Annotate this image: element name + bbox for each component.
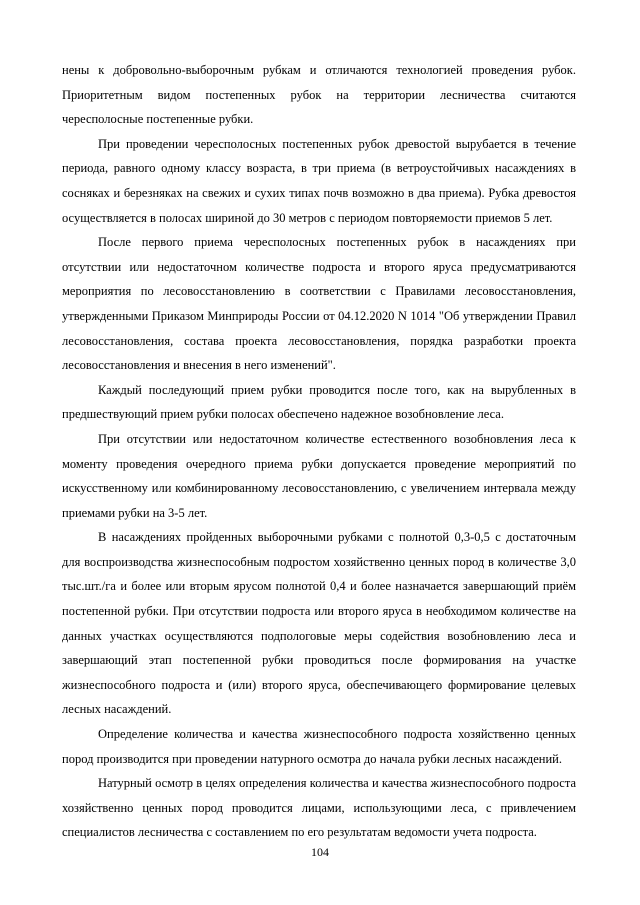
paragraph-natural-regeneration: При отсутствии или недостаточном количестве естественного возобновления леса к моменту проведения очередного приема рубки допускается проведение мероприятий по искусственному или комбинированному лесовосстановлению, с увеличением интервала между приемами рубки на 3-5 лет. [62, 431, 576, 520]
page-number: 104 [311, 845, 329, 859]
paragraph-reforestation-rules: После первого приема чересполосных постепенных рубок в насаждениях при отсутствии или недостаточном количестве подроста и второго яруса предусматриваются мероприятия по лесовосстановлению в соответствии с Правилами лесовосстановления, утвержденными Приказом Минприроды России от 04.12.2020 N 1014 "Об утверждении Правил лесовосстановления, состава проекта лесовосстановления, порядка разработки проекта лесовосстановления и внесения в него изменений". [62, 235, 576, 373]
paragraph-subsequent-cutting: Каждый последующий прием рубки проводится после того, как на вырубленных в предшествующий прием рубки полосах обеспечено надежное возобновление леса. [62, 382, 576, 422]
paragraph-undergrowth-assessment: Определение количества и качества жизнеспособного подроста хозяйственно ценных пород производится при проведении натурного осмотра до начала рубки лесных насаждений. [62, 727, 576, 766]
document-page [62, 58, 576, 845]
paragraph-strip-cutting: При проведении чересполосных постепенных рубок древостой вырубается в течение периода, равного одному классу возраста, в три приема (в ветроустойчивых насаждениях в сосняках и березняках на свежих и сухих типах почв возможно в два приема). Рубка древостоя осуществляется в полосах шириной до 30 метров с периодом повторяемости приемов 5 лет. [62, 136, 576, 225]
paragraph-field-inspection: Натурный осмотр в целях определения количества и качества жизнеспособного подроста хозяйственно ценных пород проводится лицами, использующими леса, с привлечением специалистов лесничества с составлением по его результатам ведомости учета подроста. [62, 776, 576, 840]
paragraph-continuation: нены к добровольно-выборочным рубкам и отличаются технологией проведения рубок. Приоритетным видом постепенных рубок на территории лесничества считаются чересполосные постепенные рубки. [62, 63, 576, 127]
paragraph-selective-stands: В насаждениях пройденных выборочными рубками с полнотой 0,3-0,5 с достаточным для воспроизводства жизнеспособным подростом хозяйственно ценных пород в количестве 3,0 тыс.шт./га и более или вторым ярусом полнотой 0,4 и более назначается завершающий приём постепенной рубки. При отсутствии подроста или второго яруса в необходимом количестве на данных участках осуществляются подпологовые меры содействия возобновлению леса и завершающий этап постепенной рубки проводиться после формирования на участке жизнеспособного подроста и (или) второго яруса, обеспечивающего формирование целевых лесных насаждений. [62, 530, 576, 717]
